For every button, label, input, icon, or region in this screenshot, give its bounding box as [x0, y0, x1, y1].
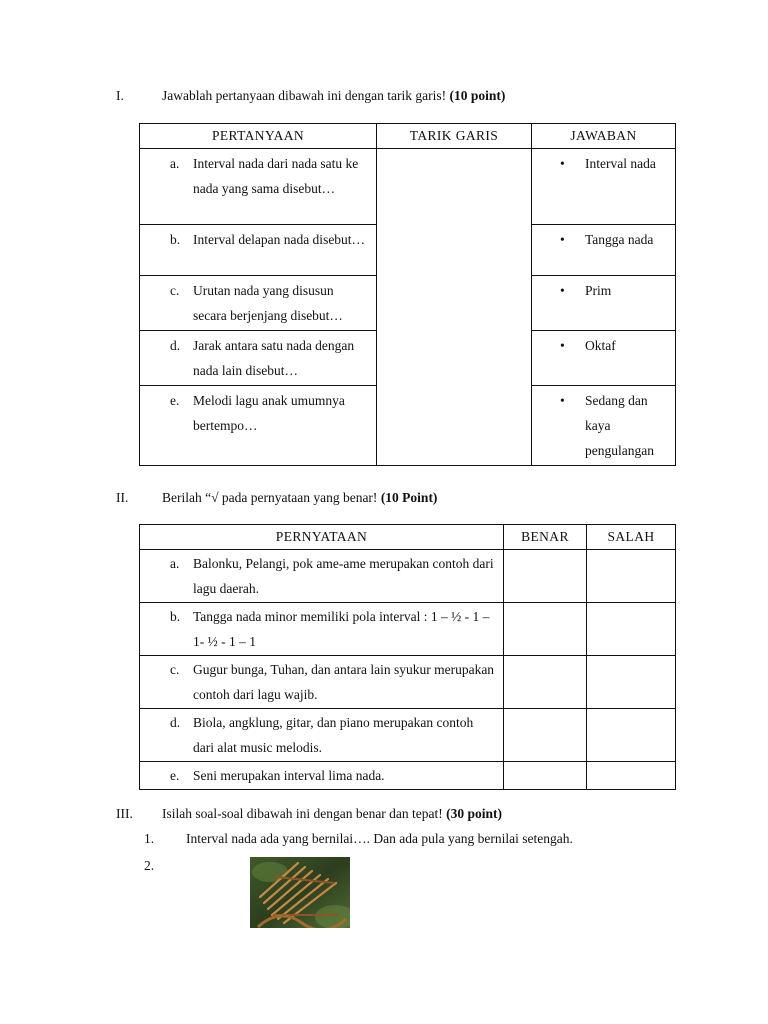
table-row	[140, 603, 676, 656]
table-row	[140, 709, 676, 762]
answer-text: Sedang dan kaya pengulangan	[585, 393, 654, 458]
benar-checkbox-cell[interactable]	[504, 709, 587, 762]
salah-checkbox-cell[interactable]	[587, 603, 676, 656]
matching-table	[139, 123, 676, 466]
table-row	[140, 656, 676, 709]
section-2-heading	[116, 488, 716, 508]
bullet-icon: •	[560, 283, 565, 298]
row-label: d.	[170, 338, 181, 353]
section-2-points: (10 Point)	[380, 490, 438, 505]
row-label: c.	[170, 662, 180, 677]
item-number: 2.	[144, 858, 155, 873]
header-tarik-garis: TARIK GARIS	[377, 124, 532, 149]
tarik-garis-area[interactable]	[377, 149, 532, 466]
true-false-table-header	[140, 525, 676, 550]
statement-text: Tangga nada minor memiliki pola interval : 1 – ½ - 1 – 1- ½ - 1 – 1	[193, 609, 490, 649]
section-2-instruction: Berilah “√ pada pernyataan yang benar! (10 Point)	[162, 490, 438, 505]
table-row	[140, 550, 676, 603]
salah-checkbox-cell[interactable]	[587, 656, 676, 709]
table-row	[140, 149, 676, 225]
bullet-icon: •	[560, 156, 565, 171]
section-3-instruction: Isilah soal-soal dibawah ini dengan benar dan tepat! (30 point)	[162, 806, 503, 821]
item-text: Interval nada ada yang bernilai…. Dan ada pula yang bernilai setengah.	[186, 831, 573, 846]
section-3-number: III.	[116, 806, 133, 821]
statement-text: Balonku, Pelangi, pok ame-ame merupakan contoh dari lagu daerah.	[193, 556, 494, 596]
row-label: e.	[170, 768, 180, 783]
table-row	[140, 762, 676, 790]
row-label: a.	[170, 156, 180, 171]
item-number: 1.	[144, 831, 155, 846]
salah-checkbox-cell[interactable]	[587, 550, 676, 603]
row-label: c.	[170, 283, 180, 298]
answer-text: Interval nada	[585, 156, 656, 171]
header-salah: SALAH	[587, 525, 676, 550]
row-label: d.	[170, 715, 181, 730]
row-label: a.	[170, 556, 180, 571]
question-text: Interval delapan nada disebut…	[193, 232, 366, 247]
section-2-number: II.	[116, 490, 129, 505]
question-text: Interval nada dari nada satu ke nada yang sama disebut…	[193, 156, 359, 196]
answer-text: Tangga nada	[585, 232, 654, 247]
row-label: e.	[170, 393, 180, 408]
answer-text: Prim	[585, 283, 612, 298]
header-benar: BENAR	[504, 525, 587, 550]
section-3-heading	[116, 804, 716, 824]
section-1-instruction: Jawablah pertanyaan dibawah ini dengan tarik garis! (10 point)	[162, 88, 506, 103]
bullet-icon: •	[560, 232, 565, 247]
benar-checkbox-cell[interactable]	[504, 603, 587, 656]
row-label: b.	[170, 232, 181, 247]
angklung-photo	[250, 857, 350, 928]
benar-checkbox-cell[interactable]	[504, 762, 587, 790]
question-text: Urutan nada yang disusun secara berjenjang disebut…	[193, 283, 343, 323]
section-3-points: (30 point)	[446, 806, 503, 821]
section-1-points: (10 point)	[449, 88, 506, 103]
statement-text: Seni merupakan interval lima nada.	[193, 768, 385, 783]
bullet-icon: •	[560, 393, 565, 408]
bullet-icon: •	[560, 338, 565, 353]
benar-checkbox-cell[interactable]	[504, 656, 587, 709]
header-pertanyaan: PERTANYAAN	[140, 124, 377, 149]
salah-checkbox-cell[interactable]	[587, 762, 676, 790]
matching-table-header	[140, 124, 676, 149]
header-jawaban: JAWABAN	[532, 124, 676, 149]
salah-checkbox-cell[interactable]	[587, 709, 676, 762]
header-pernyataan: PERNYATAAN	[140, 525, 504, 550]
answer-text: Oktaf	[585, 338, 616, 353]
statement-text: Gugur bunga, Tuhan, dan antara lain syukur merupakan contoh dari lagu wajib.	[193, 662, 495, 702]
section-1-number: I.	[116, 88, 124, 103]
section-1-heading	[116, 86, 716, 106]
true-false-table	[139, 524, 676, 790]
benar-checkbox-cell[interactable]	[504, 550, 587, 603]
question-text: Jarak antara satu nada dengan nada lain disebut…	[193, 338, 355, 378]
row-label: b.	[170, 609, 181, 624]
statement-text: Biola, angklung, gitar, dan piano merupakan contoh dari alat music melodis.	[193, 715, 474, 755]
question-text: Melodi lagu anak umumnya bertempo…	[193, 393, 345, 433]
